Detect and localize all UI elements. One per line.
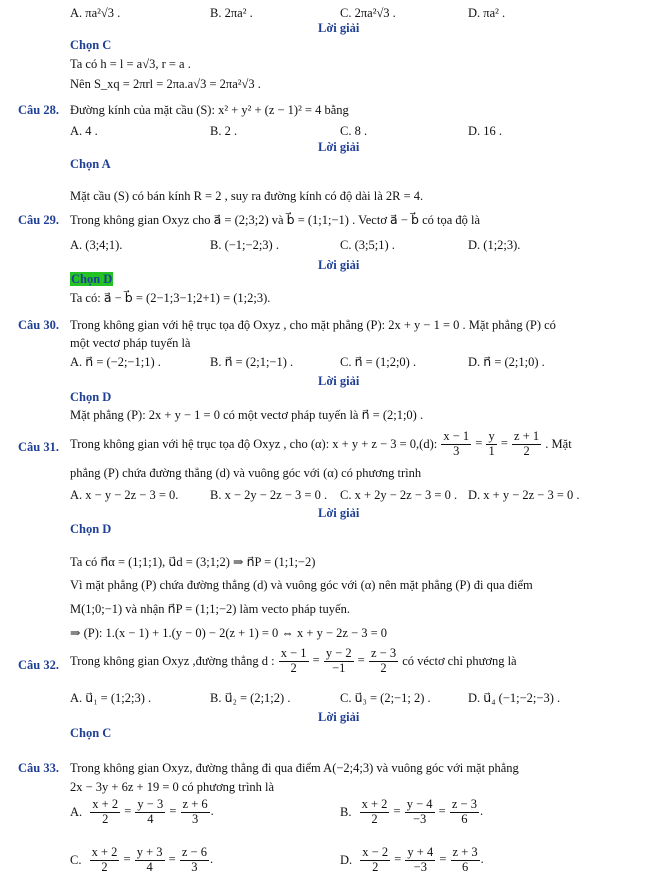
q27-solution-heading: Lời giải [318,21,360,35]
q31-label: Câu 31. [18,440,59,454]
q29-choice-highlight: Chọn D [71,272,113,286]
q33-option-a: A. $\frac{x + 2}{2}$ = $\frac{y - 3}{4}$ = $\frac{z + 6}{3}$ . [70,797,214,826]
q33-text-line2: 2x − 3y + 6z + 19 = 0 có phương trình là [70,780,275,794]
q28-label: Câu 28. [18,103,59,117]
q27-choice: Chọn C [70,38,112,52]
q30-label: Câu 30. [18,318,59,332]
q31-text-line1: Trong không gian với hệ trục tọa độ Oxyz , cho (α): x + y + z − 3 = 0,(d): $\frac{x - 1}{3}$ = $\frac{y}{1}$ = $\frac{z + 1}{2}$ . Mặt [70,429,572,458]
q28-solution-line1: Mặt cầu (S) có bán kính R = 2 , suy ra đường kính có độ dài là 2R = 4. [70,189,424,203]
q28-text: Đường kính của mặt cầu (S): x² + y² + (z − 1)² = 4 bằng [70,103,349,117]
q32-text-pre: Trong không gian Oxyz ,đường thẳng d : [70,654,275,669]
q33-text-line1: Trong không gian Oxyz, đường thẳng đi qua điểm A(−2;4;3) và vuông góc với mặt phẳng [70,761,519,775]
q32-fraction-y: $\frac{y - 2}{-1}$ [325,646,352,675]
q31-fraction-z: $\frac{z + 1}{2}$ [514,429,540,458]
q29-solution-line1: Ta có: a⃗ − b⃗ = (2−1;3−1;2+1) = (1;2;3). [70,291,271,305]
q30-text-line2: một vectơ pháp tuyến là [70,336,191,350]
q30-text-line1: Trong không gian với hệ trục tọa độ Oxyz , cho mặt phẳng (P): 2x + y − 1 = 0 . Mặt phẳng (P) có [70,318,556,332]
q31-fraction-x: $\frac{x - 1}{3}$ [443,429,470,458]
q31-choice: Chọn D [70,522,112,536]
q31-text-pre: Trong không gian với hệ trục tọa độ Oxyz , cho (α): x + y + z − 3 = 0,(d): [70,437,438,452]
q28-option-b: B. 2 . [210,124,238,138]
q27-solution-line1: Ta có h = l = a√3, r = a . [70,57,191,71]
q29-text: Trong không gian Oxyz cho a⃗ = (2;3;2) và b⃗ = (1;1;−1) . Vectơ a⃗ − b⃗ có tọa độ là [70,213,481,227]
q32-option-a: A. u⃗₁ = (1;2;3) . [70,691,152,705]
q31-option-c: C. x + 2y − 2z − 3 = 0 . [340,488,458,502]
q28-choice: Chọn A [70,157,111,171]
q29-solution-heading: Lời giải [318,258,360,272]
q32-solution-heading: Lời giải [318,710,360,724]
q31-text-post: . Mặt [545,437,572,452]
q32-choice: Chọn C [70,726,112,740]
q27-option-d: D. πa² . [468,6,506,20]
q28-option-d: D. 16 . [468,124,503,138]
q33-option-b: B. $\frac{x + 2}{2}$ = $\frac{y - 4}{-3}$ = $\frac{z - 3}{6}$ . [340,797,484,826]
q31-solution-line1: Ta có n⃗α = (1;1;1), u⃗d = (3;1;2) ⇒ n⃗P = (1;1;−2) [70,555,316,569]
q33-option-d: D. $\frac{x - 2}{2}$ = $\frac{y + 4}{-3}$ = $\frac{z + 3}{6}$ . [340,845,484,874]
q28-solution-heading: Lời giải [318,140,360,154]
q27-option-b: B. 2πa² . [210,6,253,20]
q27-option-c: C. 2πa²√3 . [340,6,396,20]
q29-option-d: D. (1;2;3). [468,238,521,252]
q31-solution-heading: Lời giải [318,506,360,520]
q32-text: Trong không gian Oxyz ,đường thẳng d : $\frac{x - 1}{2}$ = $\frac{y - 2}{-1}$ = $\frac{z - 3}{2}$ có véctơ chỉ phương là [70,646,517,675]
q32-fraction-z: $\frac{z - 3}{2}$ [370,646,397,675]
q30-choice: Chọn D [70,390,112,404]
q31-option-a: A. x − y − 2z − 3 = 0. [70,488,179,502]
q32-fraction-x: $\frac{x - 1}{2}$ [280,646,307,675]
q33-label: Câu 33. [18,761,59,775]
q30-option-b: B. n⃗ = (2;1;−1) . [210,355,294,369]
q29-option-a: A. (3;4;1). [70,238,123,252]
q32-label: Câu 32. [18,658,59,672]
q32-option-c: C. u⃗₃ = (2;−1; 2) . [340,691,431,705]
q31-text-line2: phẳng (P) chứa đường thẳng (d) và vuông góc với (α) có phương trình [70,466,422,480]
q28-option-a: A. 4 . [70,124,98,138]
q31-solution-line4: ⇒ (P): 1.(x − 1) + 1.(y − 0) − 2(z + 1) = 0 ⇔ x + y − 2z − 3 = 0 [70,626,388,640]
q28-option-c: C. 8 . [340,124,368,138]
q31-option-d: D. x + y − 2z − 3 = 0 . [468,488,580,502]
q31-solution-line3: M(1;0;−1) và nhận n⃗P = (1;1;−2) làm vecto pháp tuyến. [70,602,350,616]
q30-option-d: D. n⃗ = (2;1;0) . [468,355,545,369]
q30-option-c: C. n⃗ = (1;2;0) . [340,355,417,369]
q30-solution-heading: Lời giải [318,374,360,388]
q31-option-b: B. x − 2y − 2z − 3 = 0 . [210,488,328,502]
q31-fraction-y: $\frac{y}{1}$ [488,429,495,458]
q29-choice [70,272,113,286]
q29-label: Câu 29. [18,213,59,227]
q29-option-c: C. (3;5;1) . [340,238,395,252]
q30-solution-line1: Mặt phẳng (P): 2x + y − 1 = 0 có một vectơ pháp tuyến là n⃗ = (2;1;0) . [70,408,424,422]
q31-solution-line2: Vì mặt phẳng (P) chứa đường thẳng (d) và vuông góc với (α) nên mặt phẳng (P) đi qua điểm [70,578,533,592]
q32-text-post: có véctơ chỉ phương là [402,654,517,669]
q33-option-c: C. $\frac{x + 2}{2}$ = $\frac{y + 3}{4}$ = $\frac{z - 6}{3}$ . [70,845,214,874]
q29-option-b: B. (−1;−2;3) . [210,238,279,252]
q32-option-d: D. u⃗₄ (−1;−2;−3) . [468,691,561,705]
q27-option-a: A. πa²√3 . [70,6,121,20]
q27-solution-line2: Nên S_xq = 2πrl = 2πa.a√3 = 2πa²√3 . [70,77,261,91]
q30-option-a: A. n⃗ = (−2;−1;1) . [70,355,161,369]
q32-option-b: B. u⃗₂ = (2;1;2) . [210,691,291,705]
